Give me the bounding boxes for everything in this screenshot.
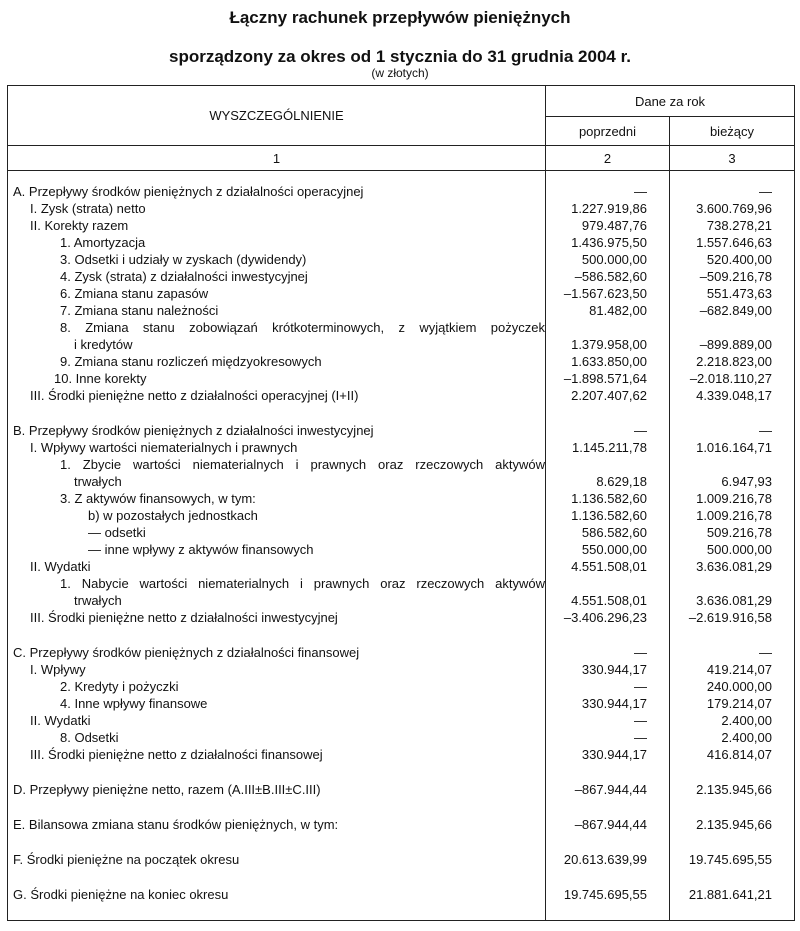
table-row: 7. Zmiana stanu należności 81.482,00 –682.849,00 (8, 302, 795, 319)
table-row: — odsetki 586.582,60 509.216,78 (8, 524, 795, 541)
header-year-data: Dane za rok (546, 86, 795, 117)
document-title: Łączny rachunek przepływów pieniężnych (229, 8, 571, 27)
table-row: 8. Odsetki — 2.400,00 (8, 729, 795, 746)
table-row: 1. Amortyzacja 1.436.975,50 1.557.646,63 (8, 234, 795, 251)
table-row: 1. Nabycie wartości niematerialnych i prawnych oraz rzeczowych aktywów trwałych 4.551.508,01 3.636.081,29 (8, 575, 795, 609)
table-row: I. Zysk (strata) netto 1.227.919,86 3.600.769,96 (8, 200, 795, 217)
table-row: I. Wpływy 330.944,17 419.214,07 (8, 661, 795, 678)
table-row: 8. Zmiana stanu zobowiązań krótkoterminowych, z wyjątkiem pożyczek i kredytów 1.379.958,00 –899.889,00 (8, 319, 795, 353)
table-row: b) w pozostałych jednostkach 1.136.582,60 1.009.216,78 (8, 507, 795, 524)
table-row: E. Bilansowa zmiana stanu środków pieniężnych, w tym: –867.944,44 2.135.945,66 (8, 816, 795, 833)
table-row: III. Środki pieniężne netto z działalności inwestycyjnej –3.406.296,23 –2.619.916,58 (8, 609, 795, 626)
table-row: 4. Zysk (strata) z działalności inwestycyjnej –586.582,60 –509.216,78 (8, 268, 795, 285)
table-row: D. Przepływy pieniężne netto, razem (A.III±B.III±C.III) –867.944,44 2.135.945,66 (8, 781, 795, 798)
table-row: 4. Inne wpływy finansowe 330.944,17 179.214,07 (8, 695, 795, 712)
table-row: 3. Z aktywów finansowych, w tym: 1.136.582,60 1.009.216,78 (8, 490, 795, 507)
table-row: I. Wpływy wartości niematerialnych i prawnych 1.145.211,78 1.016.164,71 (8, 439, 795, 456)
column-number-3: 3 (670, 146, 795, 171)
table-row: 2. Kredyty i pożyczki — 240.000,00 (8, 678, 795, 695)
currency-unit: (w złotych) (371, 66, 429, 80)
header-description: WYSZCZEGÓLNIENIE (8, 86, 546, 146)
document-subtitle: sporządzony za okres od 1 stycznia do 31 grudnia 2004 r. (169, 47, 631, 66)
table-row: III. Środki pieniężne netto z działalności operacyjnej (I+II) 2.207.407,62 4.339.048,17 (8, 387, 795, 404)
table-row: B. Przepływy środków pieniężnych z działalności inwestycyjnej — — (8, 422, 795, 439)
header-current: bieżący (670, 117, 795, 146)
table-row: — inne wpływy z aktywów finansowych 550.000,00 500.000,00 (8, 541, 795, 558)
table-row: II. Korekty razem 979.487,76 738.278,21 (8, 217, 795, 234)
table-row: C. Przepływy środków pieniężnych z działalności finansowej — — (8, 644, 795, 661)
column-number-2: 2 (546, 146, 670, 171)
table-row: 1. Zbycie wartości niematerialnych i prawnych oraz rzeczowych aktywów trwałych 8.629,18 6.947,93 (8, 456, 795, 490)
table-row: 10. Inne korekty –1.898.571,64 –2.018.110,27 (8, 370, 795, 387)
cash-flow-table (7, 85, 795, 921)
table-row: II. Wydatki 4.551.508,01 3.636.081,29 (8, 558, 795, 575)
header-previous: poprzedni (546, 117, 670, 146)
table-row: 6. Zmiana stanu zapasów –1.567.623,50 551.473,63 (8, 285, 795, 302)
column-number-1: 1 (8, 146, 546, 171)
table-row: F. Środki pieniężne na początek okresu 20.613.639,99 19.745.695,55 (8, 851, 795, 868)
table-row: 9. Zmiana stanu rozliczeń międzyokresowych 1.633.850,00 2.218.823,00 (8, 353, 795, 370)
table-row: A. Przepływy środków pieniężnych z działalności operacyjnej — — (8, 183, 795, 200)
table-row: G. Środki pieniężne na koniec okresu 19.745.695,55 21.881.641,21 (8, 886, 795, 903)
table-row: II. Wydatki — 2.400,00 (8, 712, 795, 729)
table-row: III. Środki pieniężne netto z działalności finansowej 330.944,17 416.814,07 (8, 746, 795, 763)
table-row: 3. Odsetki i udziały w zyskach (dywidendy) 500.000,00 520.400,00 (8, 251, 795, 268)
